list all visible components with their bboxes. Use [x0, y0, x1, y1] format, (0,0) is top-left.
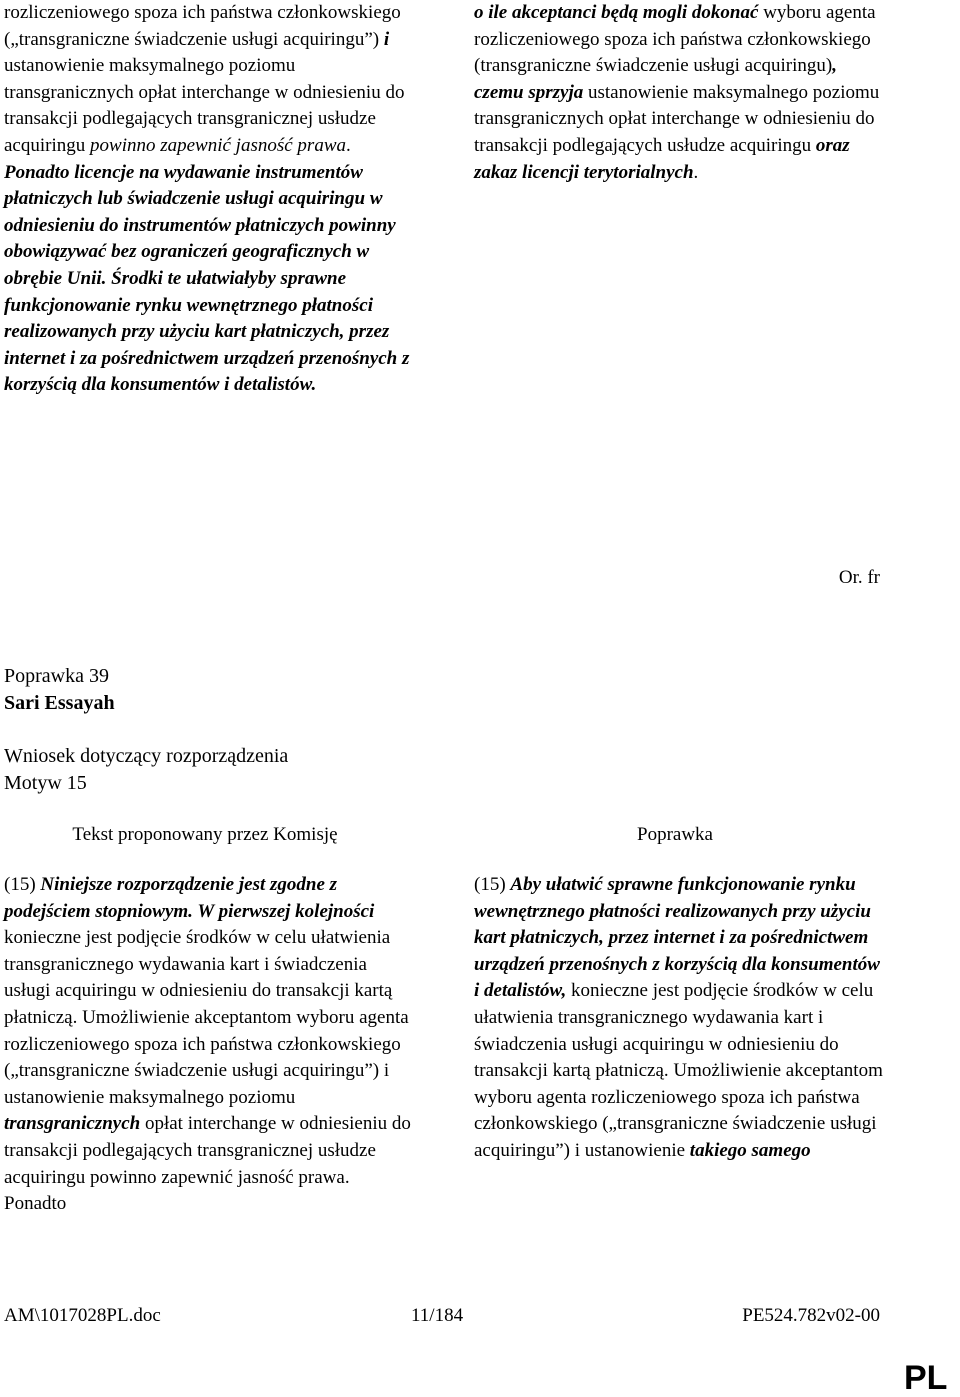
amendment-segment: Aby ułatwić sprawne funkcjonowanie rynku wewnętrznego płatności realizowanych przy użyciu kart płatniczych, przez internet i za pośrednictwem urządzeń przenośnych z korzyścią dla konsumentów i detalistów, [474, 874, 880, 1002]
top-left-segment: Ponadto licencje na wydawanie instrumentów płatniczych lub świadczenie usługi acquiringu w odniesieniu do instrumentów płatniczych powinny obowiązywać bez ograniczeń geograficznych w obrębie Unii. Środki te ułatwiałyby sprawne funkcjonowanie rynku wewnętrznego płatności realizowanych przy użyciu kart płatniczych, przez internet i za pośrednictwem urządzeń przenośnych z korzyścią dla konsumentów i detalistów. [4, 161, 410, 396]
amendment-author: Sari Essayah [4, 692, 115, 714]
top-left-segment: powinno zapewnić jasność prawa [90, 134, 346, 156]
amendment-segment: takiego samego [689, 1139, 811, 1161]
top-right-segment: wyboru agenta rozliczeniowego spoza ich państwa członkowskiego (transgraniczne świadczenie usługi acquiringu) [474, 2, 876, 77]
footer-version: PE524.782v02-00 [742, 1305, 880, 1326]
top-left-segment: rozliczeniowego spoza ich państwa członkowskiego („transgraniczne świadczenie usługi acquiringu”) [4, 2, 401, 50]
original-language: Or. fr [838, 567, 880, 588]
commission-text [4, 872, 414, 1218]
amendment-number: Poprawka 39 [4, 665, 109, 687]
proposal-title: Wniosek dotyczący rozporządzenia [4, 745, 289, 767]
top-left-segment: . [346, 134, 351, 156]
amendment-segment: konieczne jest podjęcie środków w celu ułatwienia transgranicznego wydawania kart i świadczenia usługi acquiringu w odniesieniu do transakcji kartą płatniczą. Umożliwienie akceptantom wyboru agenta rozliczeniowego spoza ich państwa członkowskiego („transgraniczne świadczenie usługi acquiringu”) i ustanowienie [474, 980, 883, 1161]
commission-segment: Niniejsze rozporządzenie jest zgodne z podejściem stopniowym. W pierwszej kolejności [4, 874, 375, 922]
amendment-segment: (15) [474, 874, 511, 895]
recital-number: Motyw 15 [4, 772, 87, 794]
commission-segment: (15) [4, 874, 41, 895]
top-left-segment: i [383, 28, 390, 50]
commission-segment: konieczne jest podjęcie środków w celu ułatwienia transgranicznego wydawania kart i świadczenia usługi acquiringu w odniesieniu do transakcji kartą płatniczą. Umożliwienie akceptantom wyboru agenta rozliczeniowego spoza ich państwa członkowskiego („transgraniczne świadczenie usługi acquiringu”) i ustanowienie maksymalnego poziomu [4, 927, 409, 1108]
footer-page-number: 11/184 [411, 1305, 464, 1326]
column-header-amendment: Poprawka [637, 824, 713, 845]
amendment-text [474, 872, 884, 1165]
commission-segment: transgranicznych [4, 1113, 141, 1135]
footer-doc-ref: AM\1017028PL.doc [4, 1305, 161, 1326]
top-left-text [4, 0, 414, 399]
column-header-commission: Tekst proponowany przez Komisję [72, 824, 338, 845]
top-right-segment: o ile akceptanci będą mogli dokonać [474, 2, 759, 23]
commission-segment: opłat interchange w odniesieniu do transakcji podlegających transgranicznej usłudze acquiringu powinno zapewnić jasność prawa. Ponadto [4, 1113, 411, 1215]
top-left-segment: ustanowienie maksymalnego poziomu transgranicznych opłat interchange w odniesieniu do transakcji podlegających transgranicznej usłudze acquiringu [4, 55, 405, 156]
top-right-segment: , czemu sprzyja [474, 55, 837, 103]
top-right-segment: oraz zakaz licencji terytorialnych [474, 134, 850, 183]
top-right-segment: ustanowienie maksymalnego poziomu transgranicznych opłat interchange w odniesieniu do transakcji podlegających usłudze acquiringu [474, 81, 880, 156]
top-right-segment: . [693, 161, 699, 183]
top-right-text [474, 0, 884, 186]
footer-language: PL [904, 1359, 948, 1397]
